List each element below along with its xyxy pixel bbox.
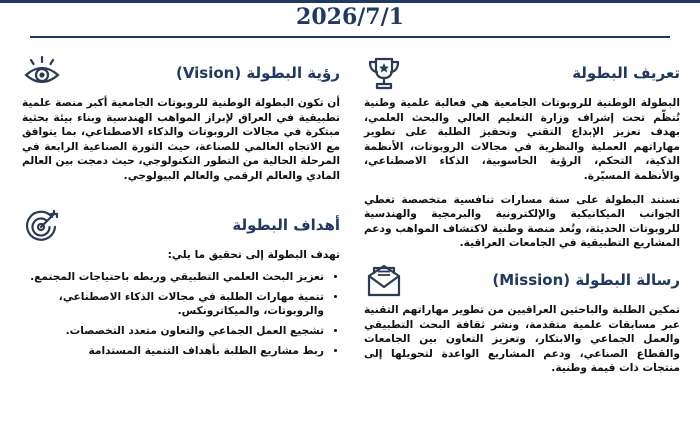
definition-paragraph-2: تستند البطولة على ستة مسارات تنافسية متخصصة تغطي الجوانب الميكانيكية والإلكترونية والبرمجية والهندسية للروبوتات الحديثة، وتُعد منصة وطنية لاكتشاف المواهب ودعم المشاريع التطبيقية في الجامعات العراقية. [364,193,680,250]
envelope-icon [364,260,404,300]
goals-title: أهداف البطولة [232,215,340,234]
goals-header [22,202,340,248]
list-item: • تعزيز البحث العلمي التطبيقي وربطه باحتياجات المجتمع. [22,270,324,285]
mission-header [364,257,680,303]
goals-list [22,270,340,358]
target-icon [22,205,62,245]
trophy-icon [364,53,404,93]
list-item: • تنمية مهارات الطلبة في مجالات الذكاء الاصطناعي، والروبوتات، والميكاترونكس. [22,290,324,319]
vision-title: رؤية البطولة (Vision) [175,64,340,82]
eye-icon [22,53,62,93]
list-item: • تشجيع العمل الجماعي والتعاون متعدد التخصصات. [22,324,324,339]
vision-header [22,50,340,96]
left-column [22,50,340,363]
mission-title: رسالة البطولة (Mission) [492,270,680,289]
right-column [364,50,680,376]
definition-title: تعريف البطولة [572,64,680,82]
document-date: 2026/7/1 [296,4,404,30]
definition-header [364,50,680,96]
mission-text: تمكين الطلبة والباحثين العراقيين من تطوير مهاراتهم التقنية عبر مسابقات علمية متقدمة، ونشر ثقافة البحث التطبيقي والعمل الجماعي والابتكار، وتعزيز التعاون بين الجامعات والقطاع الصناعي، ودعم المشاريع الواعدة لتحويلها إلى منتجات ذات قيمة وطنية. [364,303,680,375]
header-divider [30,36,670,38]
goals-intro: تهدف البطولة إلى تحقيق ما يلي: [167,248,340,261]
definition-paragraph-1: البطولة الوطنية للروبوتات الجامعية هي فعالية علمية وطنية تُنظّم تحت إشراف وزارة التعليم العالي والبحث العلمي، بهدف تعزيز الإبداع التقني وتحفيز الطلبة على تطوير مهاراتهم العملية والنظرية في مجالات الروبوتات، الأنظمة الذكية، التحكم، الرؤية الحاسوبية، الذكاء الاصطناعي، والأنظمة المسيّرة. [364,97,680,182]
list-item: • ربط مشاريع الطلبة بأهداف التنمية المستدامة [22,344,324,359]
vision-text: أن تكون البطولة الوطنية للروبوتات الجامعية أكبر منصة علمية تطبيقية في العراق لإبراز المواهب الهندسية وبناء بيئة بحثية مبتكرة في مجالات الروبوتات والذكاء الاصطناعي، بما يتوافق مع الاتجاه العالمي للصناعة، حيث الثورة الصناعية الرابعة في المرحلة الحالية من التطور التكنولوجي، حيث دمجت بين العالم المادي والعالم الرقمي والعالم البيولوجي. [22,97,340,182]
